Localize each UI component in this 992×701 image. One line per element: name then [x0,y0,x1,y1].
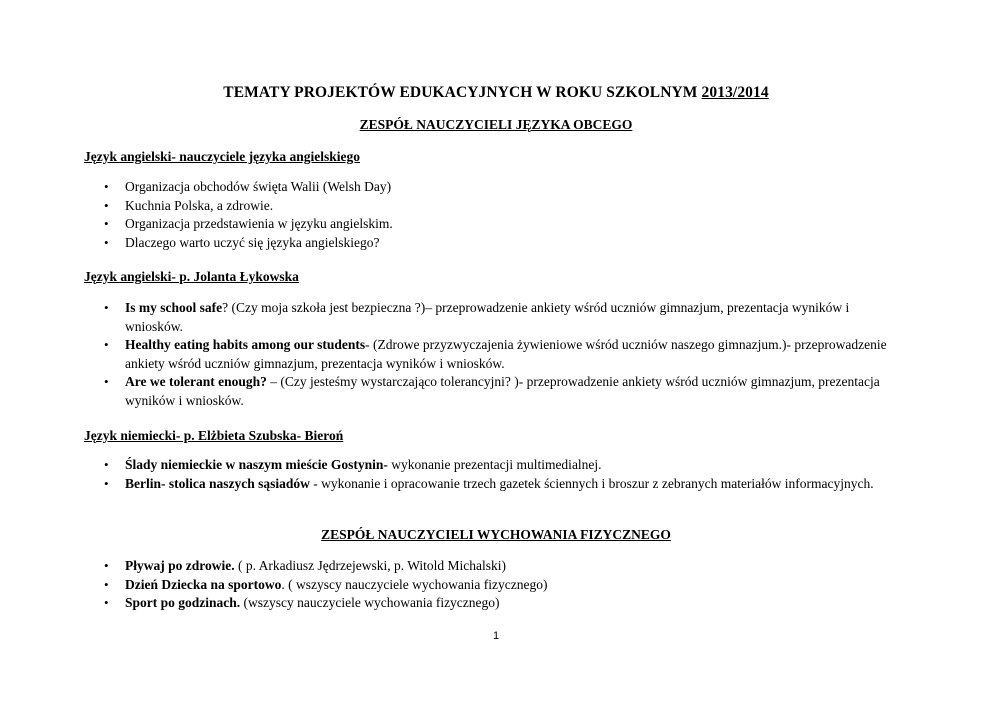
section-heading-english-lykowska: Język angielski- p. Jolanta Łykowska [84,269,299,284]
list-item: • Sport po godzinach. (wszyscy nauczyciele wychowania fizycznego) [100,594,900,613]
list-item: • Kuchnia Polska, a zdrowie. [100,197,900,216]
list-item: • Is my school safe? (Czy moja szkoła jest bezpieczna ?)– przeprowadzenie ankiety wśród uczniów gimnazjum, prezentacja wyników i wniosków. [100,299,900,336]
title-year: 2013/2014 [701,84,769,101]
document-title [0,84,992,102]
list-item: • Ślady niemieckie w naszym mieście Gostynin- wykonanie prezentacji multimedialnej. [100,456,900,475]
title-text: TEMATY PROJEKTÓW EDUKACYJNYCH W ROKU SZKOLNYM [223,84,702,101]
list-item: • Dlaczego warto uczyć się języka angielskiego? [100,234,900,253]
pe-list [100,557,900,613]
english-teachers-list [100,178,900,252]
list-item: • Healthy eating habits among our students- (Zdrowe przyzwyczajenia żywieniowe wśród uczniów naszego gimnazjum.)- przeprowadzenie ankiety wśród uczniów gimnazjum, prezentacja wyników i wniosków. [100,336,900,373]
list-item: • Organizacja obchodów święta Walii (Welsh Day) [100,178,900,197]
section-heading-english-teachers: Język angielski- nauczyciele języka angielskiego [84,149,360,164]
german-list [100,456,900,493]
list-item: • Dzień Dziecka na sportowo. ( wszyscy nauczyciele wychowania fizycznego) [100,576,900,595]
list-item: • Organizacja przedstawienia w języku angielskim. [100,215,900,234]
team-heading-pe: ZESPÓŁ NAUCZYCIELI WYCHOWANIA FIZYCZNEGO [321,527,671,542]
english-lykowska-list [100,299,900,410]
section-heading-german: Język niemiecki- p. Elżbieta Szubska- Bieroń [84,428,344,443]
team-heading-languages: ZESPÓŁ NAUCZYCIELI JĘZYKA OBCEGO [359,117,633,132]
list-item: • Berlin- stolica naszych sąsiadów - wykonanie i opracowanie trzech gazetek ściennych i broszur z zebranych materiałów informacyjnych. [100,475,900,494]
page-number: 1 [492,630,500,642]
list-item: • Pływaj po zdrowie. ( p. Arkadiusz Jędrzejewski, p. Witold Michalski) [100,557,900,576]
list-item: • Are we tolerant enough? – (Czy jesteśmy wystarczająco tolerancyjni? )- przeprowadzenie ankiety wśród uczniów gimnazjum, prezentacja wyników i wniosków. [100,373,900,410]
